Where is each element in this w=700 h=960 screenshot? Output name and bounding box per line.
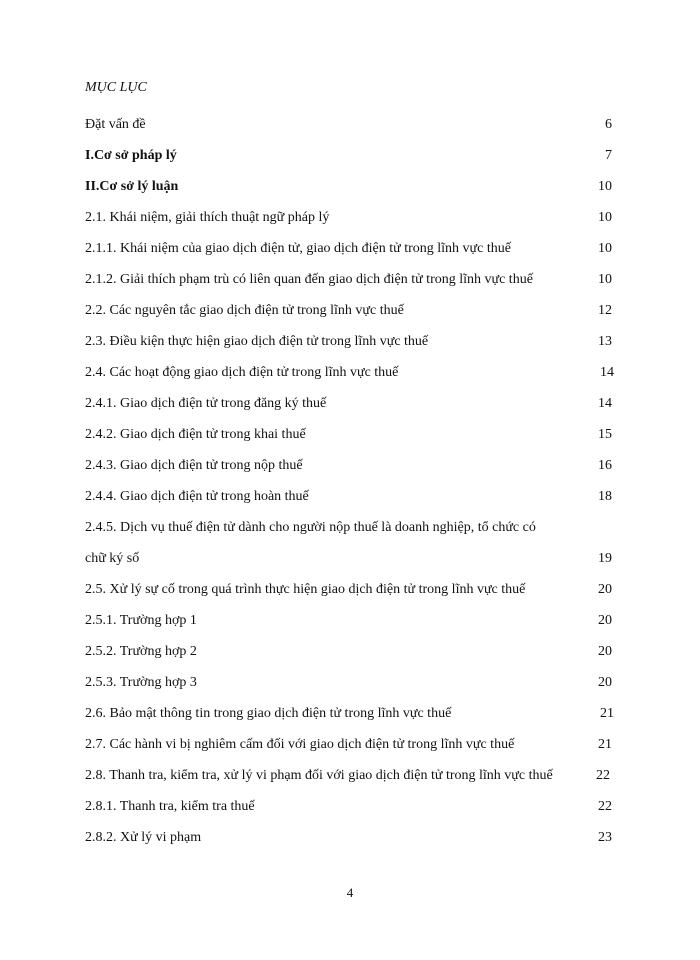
toc-entry-page: 23 xyxy=(598,830,612,845)
toc-entry-page: 10 xyxy=(598,179,612,194)
toc-entry-page: 18 xyxy=(598,489,612,504)
toc-entry-text[interactable]: II.Cơ sở lý luận xyxy=(85,179,179,194)
toc-entry-text[interactable]: 2.7. Các hành vi bị nghiêm cấm đối với giao dịch điện tử trong lĩnh vực thuế xyxy=(85,737,515,752)
toc-entry-text[interactable]: 2.3. Điều kiện thực hiện giao dịch điện tử trong lĩnh vực thuế xyxy=(85,334,429,349)
toc-entry-text[interactable]: 2.8.1. Thanh tra, kiểm tra thuế xyxy=(85,799,255,814)
toc-entry-text[interactable]: 2.8.2. Xử lý vi phạm xyxy=(85,830,202,845)
toc-entry-text[interactable]: 2.1.1. Khái niệm của giao dịch điện tử, giao dịch điện tử trong lĩnh vực thuế xyxy=(85,241,511,256)
toc-entry-text[interactable]: chữ ký số xyxy=(85,551,140,566)
toc-entry-text[interactable]: 2.5.3. Trường hợp 3 xyxy=(85,675,197,690)
toc-entry-page: 12 xyxy=(598,303,612,318)
toc-entry-text[interactable]: I.Cơ sở pháp lý xyxy=(85,148,177,163)
toc-entry-text[interactable]: 2.1.2. Giải thích phạm trù có liên quan đến giao dịch điện tử trong lĩnh vực thuế xyxy=(85,272,533,287)
toc-entry-text[interactable]: 2.5.1. Trường hợp 1 xyxy=(85,613,197,628)
toc-entry-page: 10 xyxy=(598,210,612,225)
toc-entry-page: 7 xyxy=(605,148,612,163)
toc-entry-text[interactable]: 2.4.1. Giao dịch điện tử trong đăng ký thuế xyxy=(85,396,327,411)
toc-entry-text[interactable]: Đặt vấn đề xyxy=(85,117,146,132)
toc-entry-text[interactable]: 2.4. Các hoạt động giao dịch điện tử trong lĩnh vực thuế xyxy=(85,365,399,380)
toc-entry-page: 10 xyxy=(598,272,612,287)
toc-entry-text[interactable]: 2.6. Bảo mật thông tin trong giao dịch điện tử trong lĩnh vực thuế xyxy=(85,706,452,721)
toc-entry-text[interactable]: 2.1. Khái niệm, giải thích thuật ngữ pháp lý xyxy=(85,210,330,225)
toc-entry-text[interactable]: 2.4.3. Giao dịch điện tử trong nộp thuế xyxy=(85,458,303,473)
toc-entry-text[interactable]: 2.5. Xử lý sự cố trong quá trình thực hiện giao dịch điện tử trong lĩnh vực thuế xyxy=(85,582,526,597)
toc-entry-page: 22 xyxy=(596,768,610,783)
toc-entry-page: 20 xyxy=(598,644,612,659)
page-number: 4 xyxy=(346,885,354,900)
toc-entry-page: 22 xyxy=(598,799,612,814)
toc-entry-page: 20 xyxy=(598,582,612,597)
toc-heading: MỤC LỤC xyxy=(85,80,147,95)
toc-entry-page: 14 xyxy=(598,396,612,411)
toc-entry-page: 16 xyxy=(598,458,612,473)
toc-entry-text[interactable]: 2.4.4. Giao dịch điện tử trong hoàn thuế xyxy=(85,489,309,504)
toc-entry-page: 20 xyxy=(598,613,612,628)
toc-entry-page: 13 xyxy=(598,334,612,349)
toc-entry-page: 10 xyxy=(598,241,612,256)
toc-entry-text[interactable]: 2.4.2. Giao dịch điện tử trong khai thuế xyxy=(85,427,306,442)
toc-entry-text[interactable]: 2.5.2. Trường hợp 2 xyxy=(85,644,197,659)
toc-entry-text[interactable]: 2.4.5. Dịch vụ thuế điện tử dành cho người nộp thuế là doanh nghiệp, tổ chức có xyxy=(85,520,536,535)
toc-entry-page: 6 xyxy=(605,117,612,132)
toc-entry-page: 20 xyxy=(598,675,612,690)
toc-entry-page: 21 xyxy=(598,737,612,752)
toc-entry-page: 19 xyxy=(598,551,612,566)
toc-entry-page: 15 xyxy=(598,427,612,442)
toc-entry-text[interactable]: 2.8. Thanh tra, kiểm tra, xử lý vi phạm đối với giao dịch điện tử trong lĩnh vực thuế xyxy=(85,768,553,783)
toc-entry-text[interactable]: 2.2. Các nguyên tắc giao dịch điện tử trong lĩnh vực thuế xyxy=(85,303,404,318)
toc-entry-page: 21 xyxy=(600,706,614,721)
toc-entry-page: 14 xyxy=(600,365,614,380)
